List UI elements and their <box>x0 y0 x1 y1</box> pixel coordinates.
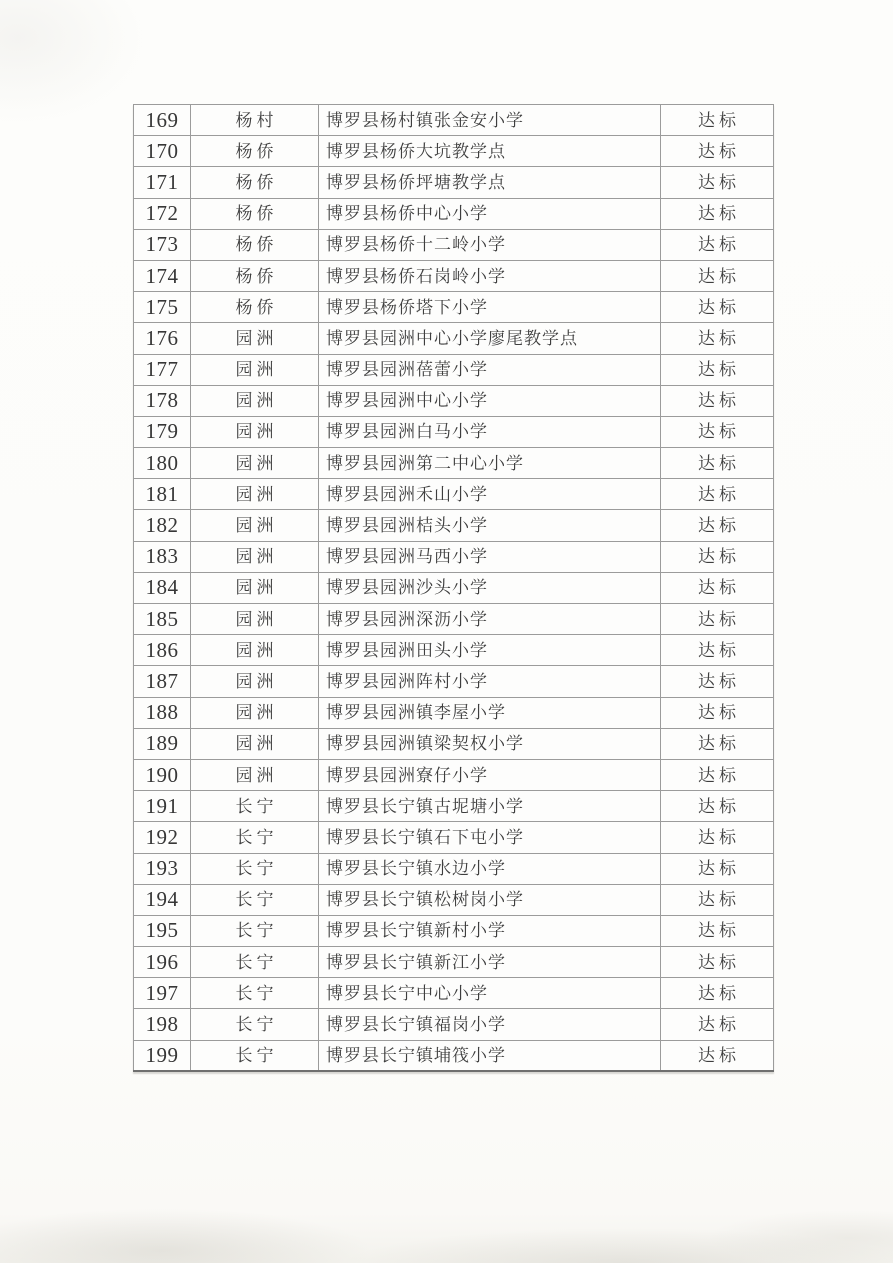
table-row <box>134 604 774 635</box>
town-cell: 园洲 <box>191 604 319 635</box>
status-cell: 达标 <box>661 791 774 822</box>
town-cell: 杨侨 <box>191 136 319 167</box>
table-row <box>134 697 774 728</box>
status-cell: 达标 <box>661 697 774 728</box>
status-cell: 达标 <box>661 167 774 198</box>
school-name-cell: 博罗县长宁镇埔筏小学 <box>319 1040 661 1071</box>
town-cell: 杨侨 <box>191 229 319 260</box>
town-cell: 园洲 <box>191 416 319 447</box>
status-cell: 达标 <box>661 229 774 260</box>
status-cell: 达标 <box>661 947 774 978</box>
status-cell: 达标 <box>661 541 774 572</box>
row-number-cell: 180 <box>134 448 191 479</box>
table-row <box>134 229 774 260</box>
school-name-cell: 博罗县园洲镇梁契权小学 <box>319 728 661 759</box>
table-row <box>134 728 774 759</box>
school-name-cell: 博罗县杨侨坪塘教学点 <box>319 167 661 198</box>
table-row <box>134 260 774 291</box>
row-number-cell: 182 <box>134 510 191 541</box>
status-cell: 达标 <box>661 915 774 946</box>
school-name-cell: 博罗县长宁镇水边小学 <box>319 853 661 884</box>
town-cell: 园洲 <box>191 728 319 759</box>
row-number-cell: 187 <box>134 666 191 697</box>
row-number-cell: 197 <box>134 978 191 1009</box>
row-number-cell: 192 <box>134 822 191 853</box>
town-cell: 杨侨 <box>191 198 319 229</box>
school-name-cell: 博罗县园洲寮仔小学 <box>319 759 661 790</box>
town-cell: 园洲 <box>191 572 319 603</box>
status-cell: 达标 <box>661 416 774 447</box>
school-name-cell: 博罗县长宁镇新江小学 <box>319 947 661 978</box>
status-cell: 达标 <box>661 260 774 291</box>
table-row <box>134 915 774 946</box>
school-name-cell: 博罗县杨侨大坑教学点 <box>319 136 661 167</box>
status-cell: 达标 <box>661 666 774 697</box>
row-number-cell: 199 <box>134 1040 191 1071</box>
status-cell: 达标 <box>661 479 774 510</box>
table-row <box>134 479 774 510</box>
town-cell: 园洲 <box>191 448 319 479</box>
row-number-cell: 186 <box>134 635 191 666</box>
school-name-cell: 博罗县杨侨十二岭小学 <box>319 229 661 260</box>
row-number-cell: 172 <box>134 198 191 229</box>
table-row <box>134 167 774 198</box>
town-cell: 园洲 <box>191 354 319 385</box>
town-cell: 园洲 <box>191 479 319 510</box>
town-cell: 长宁 <box>191 791 319 822</box>
table-row <box>134 354 774 385</box>
table-row <box>134 635 774 666</box>
table-row <box>134 105 774 136</box>
school-name-cell: 博罗县杨村镇张金安小学 <box>319 105 661 136</box>
row-number-cell: 181 <box>134 479 191 510</box>
table-row <box>134 323 774 354</box>
school-name-cell: 博罗县杨侨中心小学 <box>319 198 661 229</box>
row-number-cell: 171 <box>134 167 191 198</box>
status-cell: 达标 <box>661 728 774 759</box>
school-name-cell: 博罗县园洲深沥小学 <box>319 604 661 635</box>
table-row <box>134 666 774 697</box>
table-row <box>134 541 774 572</box>
town-cell: 园洲 <box>191 759 319 790</box>
row-number-cell: 170 <box>134 136 191 167</box>
table-row <box>134 572 774 603</box>
school-name-cell: 博罗县长宁镇石下屯小学 <box>319 822 661 853</box>
town-cell: 园洲 <box>191 635 319 666</box>
status-cell: 达标 <box>661 604 774 635</box>
status-cell: 达标 <box>661 323 774 354</box>
school-name-cell: 博罗县长宁中心小学 <box>319 978 661 1009</box>
table-row <box>134 1040 774 1071</box>
status-cell: 达标 <box>661 759 774 790</box>
status-cell: 达标 <box>661 105 774 136</box>
town-cell: 长宁 <box>191 1009 319 1040</box>
row-number-cell: 183 <box>134 541 191 572</box>
status-cell: 达标 <box>661 853 774 884</box>
town-cell: 园洲 <box>191 697 319 728</box>
row-number-cell: 198 <box>134 1009 191 1040</box>
school-name-cell: 博罗县杨侨塔下小学 <box>319 292 661 323</box>
school-name-cell: 博罗县园洲镇李屋小学 <box>319 697 661 728</box>
table-row <box>134 136 774 167</box>
row-number-cell: 179 <box>134 416 191 447</box>
school-name-cell: 博罗县园洲白马小学 <box>319 416 661 447</box>
status-cell: 达标 <box>661 354 774 385</box>
table-row <box>134 1009 774 1040</box>
town-cell: 长宁 <box>191 884 319 915</box>
status-cell: 达标 <box>661 198 774 229</box>
town-cell: 园洲 <box>191 385 319 416</box>
table-row <box>134 947 774 978</box>
table-row <box>134 759 774 790</box>
table-row <box>134 198 774 229</box>
row-number-cell: 178 <box>134 385 191 416</box>
table-row <box>134 978 774 1009</box>
status-cell: 达标 <box>661 292 774 323</box>
school-name-cell: 博罗县园洲阵村小学 <box>319 666 661 697</box>
status-cell: 达标 <box>661 510 774 541</box>
town-cell: 杨侨 <box>191 167 319 198</box>
status-cell: 达标 <box>661 572 774 603</box>
school-name-cell: 博罗县园洲沙头小学 <box>319 572 661 603</box>
school-name-cell: 博罗县园洲马西小学 <box>319 541 661 572</box>
town-cell: 长宁 <box>191 978 319 1009</box>
school-name-cell: 博罗县园洲中心小学 <box>319 385 661 416</box>
town-cell: 园洲 <box>191 323 319 354</box>
town-cell: 长宁 <box>191 1040 319 1071</box>
town-cell: 园洲 <box>191 541 319 572</box>
town-cell: 园洲 <box>191 510 319 541</box>
town-cell: 杨侨 <box>191 292 319 323</box>
row-number-cell: 190 <box>134 759 191 790</box>
status-cell: 达标 <box>661 822 774 853</box>
table-row <box>134 791 774 822</box>
table-row <box>134 416 774 447</box>
table-row <box>134 884 774 915</box>
town-cell: 长宁 <box>191 853 319 884</box>
row-number-cell: 173 <box>134 229 191 260</box>
status-cell: 达标 <box>661 136 774 167</box>
row-number-cell: 177 <box>134 354 191 385</box>
row-number-cell: 184 <box>134 572 191 603</box>
status-cell: 达标 <box>661 635 774 666</box>
school-name-cell: 博罗县杨侨石岗岭小学 <box>319 260 661 291</box>
school-name-cell: 博罗县园洲禾山小学 <box>319 479 661 510</box>
table-row <box>134 822 774 853</box>
town-cell: 杨村 <box>191 105 319 136</box>
school-name-cell: 博罗县园洲田头小学 <box>319 635 661 666</box>
table-row <box>134 385 774 416</box>
town-cell: 长宁 <box>191 947 319 978</box>
row-number-cell: 174 <box>134 260 191 291</box>
school-name-cell: 博罗县园洲桔头小学 <box>319 510 661 541</box>
school-status-table <box>133 104 774 1072</box>
school-name-cell: 博罗县园洲中心小学廖尾教学点 <box>319 323 661 354</box>
table-row <box>134 292 774 323</box>
status-cell: 达标 <box>661 385 774 416</box>
row-number-cell: 185 <box>134 604 191 635</box>
table-row <box>134 853 774 884</box>
school-name-cell: 博罗县长宁镇福岗小学 <box>319 1009 661 1040</box>
town-cell: 长宁 <box>191 822 319 853</box>
row-number-cell: 189 <box>134 728 191 759</box>
row-number-cell: 169 <box>134 105 191 136</box>
row-number-cell: 193 <box>134 853 191 884</box>
school-name-cell: 博罗县园洲第二中心小学 <box>319 448 661 479</box>
table-row <box>134 510 774 541</box>
row-number-cell: 191 <box>134 791 191 822</box>
school-name-cell: 博罗县长宁镇松树岗小学 <box>319 884 661 915</box>
row-number-cell: 175 <box>134 292 191 323</box>
row-number-cell: 196 <box>134 947 191 978</box>
school-name-cell: 博罗县长宁镇古坭塘小学 <box>319 791 661 822</box>
town-cell: 长宁 <box>191 915 319 946</box>
school-name-cell: 博罗县园洲蓓蕾小学 <box>319 354 661 385</box>
row-number-cell: 188 <box>134 697 191 728</box>
school-name-cell: 博罗县长宁镇新村小学 <box>319 915 661 946</box>
status-cell: 达标 <box>661 1040 774 1071</box>
status-cell: 达标 <box>661 1009 774 1040</box>
status-cell: 达标 <box>661 978 774 1009</box>
table-row <box>134 448 774 479</box>
school-table-body <box>134 105 774 1072</box>
town-cell: 园洲 <box>191 666 319 697</box>
status-cell: 达标 <box>661 448 774 479</box>
row-number-cell: 194 <box>134 884 191 915</box>
row-number-cell: 195 <box>134 915 191 946</box>
status-cell: 达标 <box>661 884 774 915</box>
row-number-cell: 176 <box>134 323 191 354</box>
town-cell: 杨侨 <box>191 260 319 291</box>
